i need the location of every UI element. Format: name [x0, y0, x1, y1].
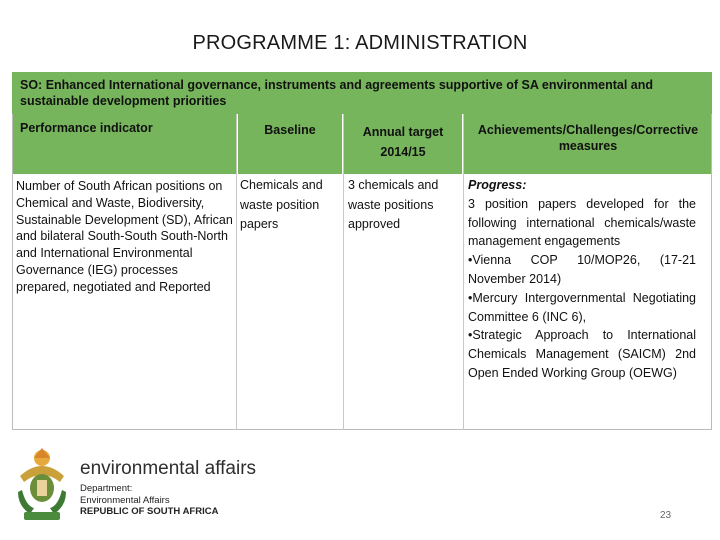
cell-indicator: Number of South African positions on Chemical and Waste, Biodiversity, Sustainable Development (SD), African and bilateral South-South South-North and International Environmental Governance (IEG) processes prepared, negotiated and Reported — [16, 179, 233, 294]
column-divider — [343, 114, 344, 430]
cell-achievements — [468, 176, 696, 383]
list-item: •Mercury Intergovernmental Negotiating Committee 6 (INC 6), — [468, 290, 696, 324]
header-performance-indicator: Performance indicator — [12, 114, 236, 174]
coat-of-arms-logo — [12, 446, 72, 524]
progress-label: Progress: — [468, 178, 527, 192]
header-annual-target: Annual target 2014/15 — [344, 114, 462, 174]
strategic-objective: SO: Enhanced International governance, instruments and agreements supportive of SA environmental and sustainable development priorities — [12, 72, 712, 114]
bullet-icon: • — [468, 290, 473, 305]
header-achievements: Achievements/Challenges/Corrective measures — [464, 114, 712, 174]
header-baseline: Baseline — [238, 114, 342, 174]
department-label: Department: Environmental Affairs REPUBLIC OF SOUTH AFRICA — [80, 483, 219, 517]
column-divider — [236, 114, 237, 430]
page-number: 23 — [660, 510, 672, 521]
brand-name: environmental affairs — [80, 458, 257, 479]
column-divider — [463, 114, 464, 430]
cell-baseline: Chemicals and waste position papers — [240, 178, 323, 231]
slide-title: PROGRAMME 1: ADMINISTRATION — [192, 32, 528, 54]
cell-target: 3 chemicals and waste positions approved — [348, 178, 439, 231]
list-item: •Strategic Approach to International Chemicals Management (SAICM) 2nd Open Ended Working Group (OEWG) — [468, 328, 696, 380]
progress-intro: 3 position papers developed for the following international chemicals/waste management engagements — [468, 196, 696, 249]
bullet-icon: • — [468, 253, 473, 268]
bullet-icon: • — [468, 328, 473, 343]
list-item: •Vienna COP 10/MOP26, (17-21 November 2014) — [468, 253, 696, 286]
